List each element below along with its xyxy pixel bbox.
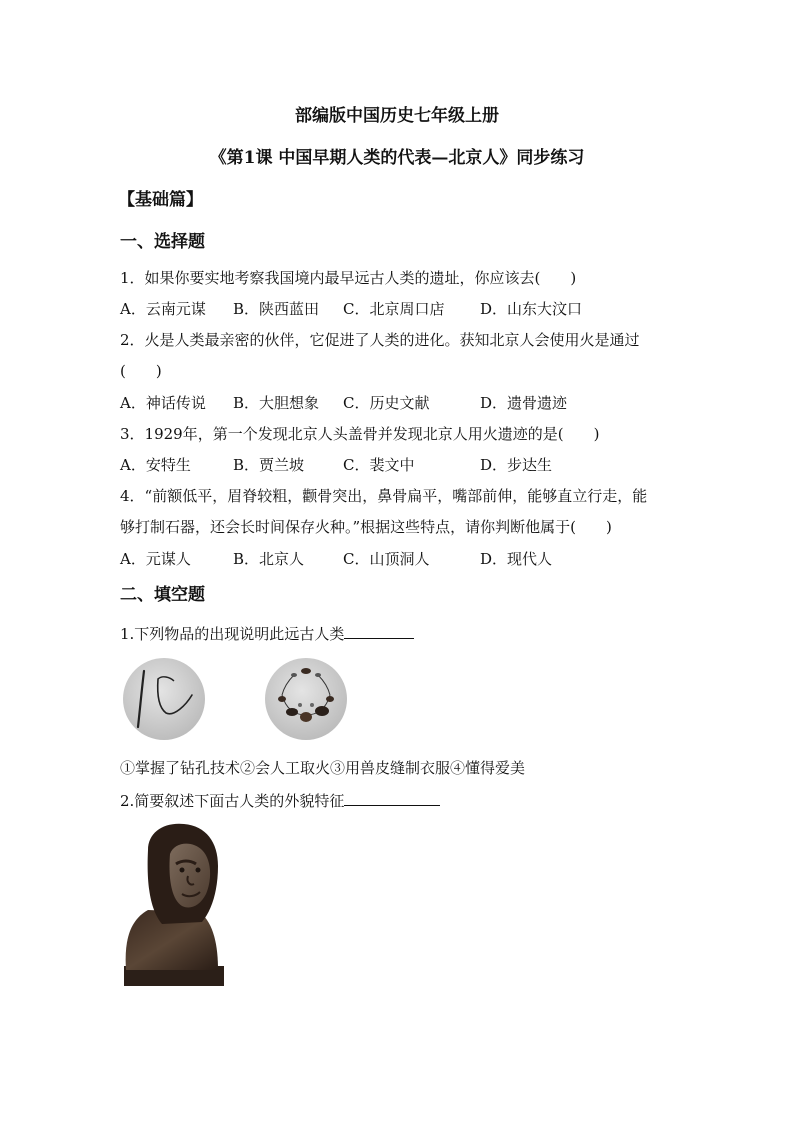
- fill-1-blank: [344, 623, 414, 639]
- q3-option-d: D．步达生: [480, 456, 553, 474]
- question-3-stem: 3．1929年，第一个发现北京人头盖骨并发现北京人用火遗迹的是( ): [120, 425, 600, 443]
- fill-2-stem: 2.简要叙述下面古人类的外貌特征: [120, 792, 345, 810]
- fill-1-line: [120, 623, 414, 644]
- question-4-stem-line2: 够打制石器，还会长时间保存火种。”根据这些特点，请你判断他属于( ): [120, 518, 612, 536]
- q4-option-c: C．山顶洞人: [343, 550, 430, 568]
- page-title: 部编版中国历史七年级上册: [295, 106, 499, 126]
- question-1-stem: 1．如果你要实地考察我国境内最早远古人类的遗址，你应该去( ): [120, 269, 577, 287]
- q2-option-a: A．神话传说: [120, 394, 206, 412]
- q2-option-c: C．历史文献: [343, 394, 430, 412]
- q4-option-a: A．元谋人: [120, 550, 191, 568]
- q4-option-d: D．现代人: [480, 550, 553, 568]
- fill-2-line: [120, 790, 440, 811]
- q3-option-c: C．裴文中: [343, 456, 415, 474]
- question-4-stem-line1: 4．“前额低平，眉脊较粗，颧骨突出，鼻骨扁平，嘴部前伸，能够直立行走，能: [120, 487, 648, 505]
- q1-option-c: C．北京周口店: [343, 300, 445, 318]
- question-2-stem-line2: ( ): [120, 362, 162, 380]
- fill-2-blank: [344, 790, 440, 806]
- q4-option-b: B．北京人: [233, 550, 305, 568]
- q3-option-a: A．安特生: [120, 456, 191, 474]
- part2-heading: 二、填空题: [120, 585, 205, 605]
- part1-heading: 一、选择题: [120, 232, 205, 252]
- q1-option-a: A．云南元谋: [120, 300, 206, 318]
- q1-option-d: D．山东大汶口: [480, 300, 583, 318]
- fill-1-stem: 1.下列物品的出现说明此远古人类: [120, 625, 345, 643]
- q1-option-b: B．陕西蓝田: [233, 300, 320, 318]
- section-basic: 【基础篇】: [118, 190, 203, 210]
- bone-needle-image: [122, 657, 206, 741]
- ornament-necklace-image: [264, 657, 348, 741]
- fill-1-choices: ①掌握了钻孔技术②会人工取火③用兽皮缝制衣服④懂得爱美: [120, 759, 526, 777]
- q2-option-d: D．遗骨遗迹: [480, 394, 568, 412]
- page-subtitle: 《第1课 中国早期人类的代表—北京人》同步练习: [209, 148, 585, 168]
- q2-option-b: B．大胆想象: [233, 394, 320, 412]
- question-2-stem-line1: 2．火是人类最亲密的伙伴，它促进了人类的进化。获知北京人会使用火是通过: [120, 331, 640, 349]
- q3-option-b: B．贾兰坡: [233, 456, 305, 474]
- peking-man-bust-image: [118, 820, 228, 990]
